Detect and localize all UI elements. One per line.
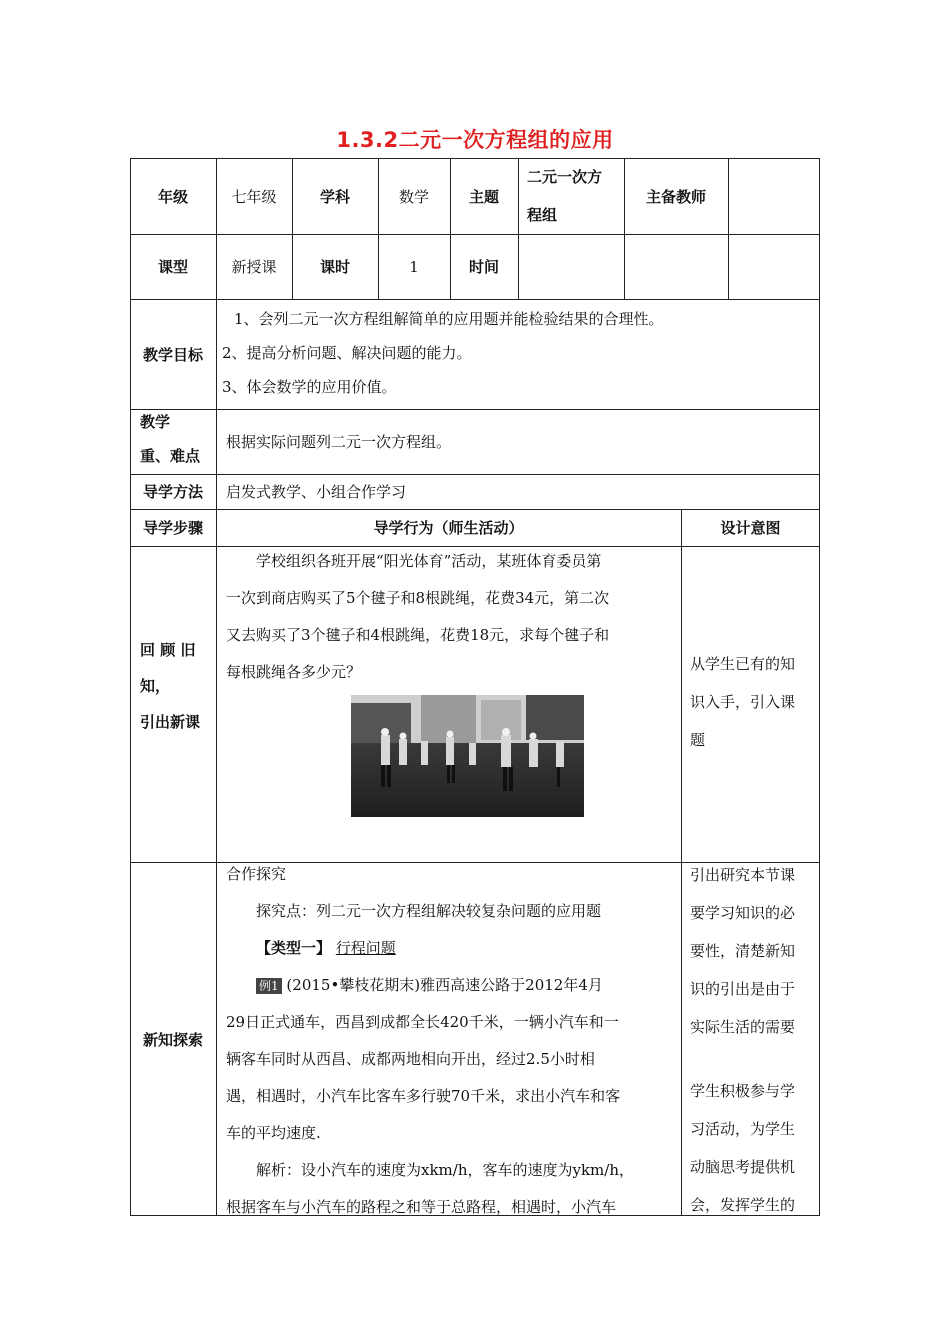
goal-item: 3、体会数学的应用价值。 <box>222 378 397 396</box>
goal-item: 1、会列二元一次方程组解简单的应用题并能检验结果的合理性。 <box>234 310 664 328</box>
explore-intent-1: 引出研究本节课 要学习知识的必 要性，清楚新知 识的引出是由于 实际生活的需要 <box>690 866 796 1036</box>
explore-label: 新知探索 <box>142 1030 203 1049</box>
goals-label: 教学目标 <box>142 345 203 364</box>
key-points-label: 教学 重、难点 <box>140 413 201 465</box>
time-value <box>518 234 624 299</box>
review-problem: 学校组织各班开展“阳光体育”活动，某班体育委员第 一次到商店购买了5个毽子和8根跳绳，花费34元，第二次 又去购买了3个毽子和4根跳绳，花费18元，求每个毽子和 每根跳绳各多少元？ <box>226 552 610 681</box>
lesson-type-label: 课型 <box>157 258 188 276</box>
teacher-label: 主备教师 <box>645 187 706 206</box>
sports-photo <box>351 695 584 817</box>
topic-label: 主题 <box>468 187 499 206</box>
subject-label: 学科 <box>319 187 350 206</box>
lesson-type-value: 新授课 <box>231 258 277 276</box>
key-points-text: 根据实际问题列二元一次方程组。 <box>226 433 452 451</box>
period-value: 1 <box>409 257 419 276</box>
explore-point: 探究点：列二元一次方程组解决较复杂问题的应用题 <box>256 902 602 920</box>
review-intent: 从学生已有的知 识入手，引入课 题 <box>690 655 796 749</box>
period-label: 课时 <box>319 258 350 276</box>
example-tag: 例1 <box>256 978 282 994</box>
topic-value: 二元一次方 程组 <box>527 168 603 224</box>
type-name: 行程问题 <box>335 939 396 957</box>
grade-value: 七年级 <box>231 187 277 206</box>
method-label: 导学方法 <box>142 483 203 501</box>
steps-header-intent: 设计意图 <box>720 519 781 537</box>
page-title: 1.3.2二元一次方程组的应用 <box>336 128 614 152</box>
type-bracket: 【类型一】 <box>256 939 332 957</box>
steps-header-activity: 导学行为（师生活动） <box>373 519 524 537</box>
teacher-value <box>728 158 820 234</box>
explore-intent-2: 学生积极参与学 习活动，为学生 动脑思考提供机 会，发挥学生的 <box>690 1082 796 1214</box>
method-text: 启发式教学、小组合作学习 <box>226 483 407 501</box>
review-label: 回 顾 旧 知， 引出新课 <box>140 641 201 731</box>
subject-value: 数学 <box>398 187 429 206</box>
grade-label: 年级 <box>157 187 188 206</box>
explore-content: 合作探究 探究点：列二元一次方程组解决较复杂问题的应用题 【类型一】 行程问题 例1 (2015•攀枝花期末)雅西高速公路于2012年4月 29日正式通车，西昌到成都全长420千米，一辆小汽车和一 辆客车同时从西昌、成都两地相向开出，经过2.5小时相 遇，相遇时，小汽车比客车多行驶70千米，求出小汽车和客 车的平均速度. 解析：设小汽车的速度为xkm/h，客车的速度为ykm/h， 根据客车与小汽车的路程之和等于总路程，相遇时，小汽车 <box>226 856 634 1226</box>
steps-header-step: 导学步骤 <box>142 519 203 537</box>
goal-item: 2、提高分析问题、解决问题的能力。 <box>222 344 472 362</box>
time-label: 时间 <box>468 258 499 276</box>
explore-heading: 合作探究 <box>226 865 287 883</box>
goals-list <box>222 302 664 404</box>
